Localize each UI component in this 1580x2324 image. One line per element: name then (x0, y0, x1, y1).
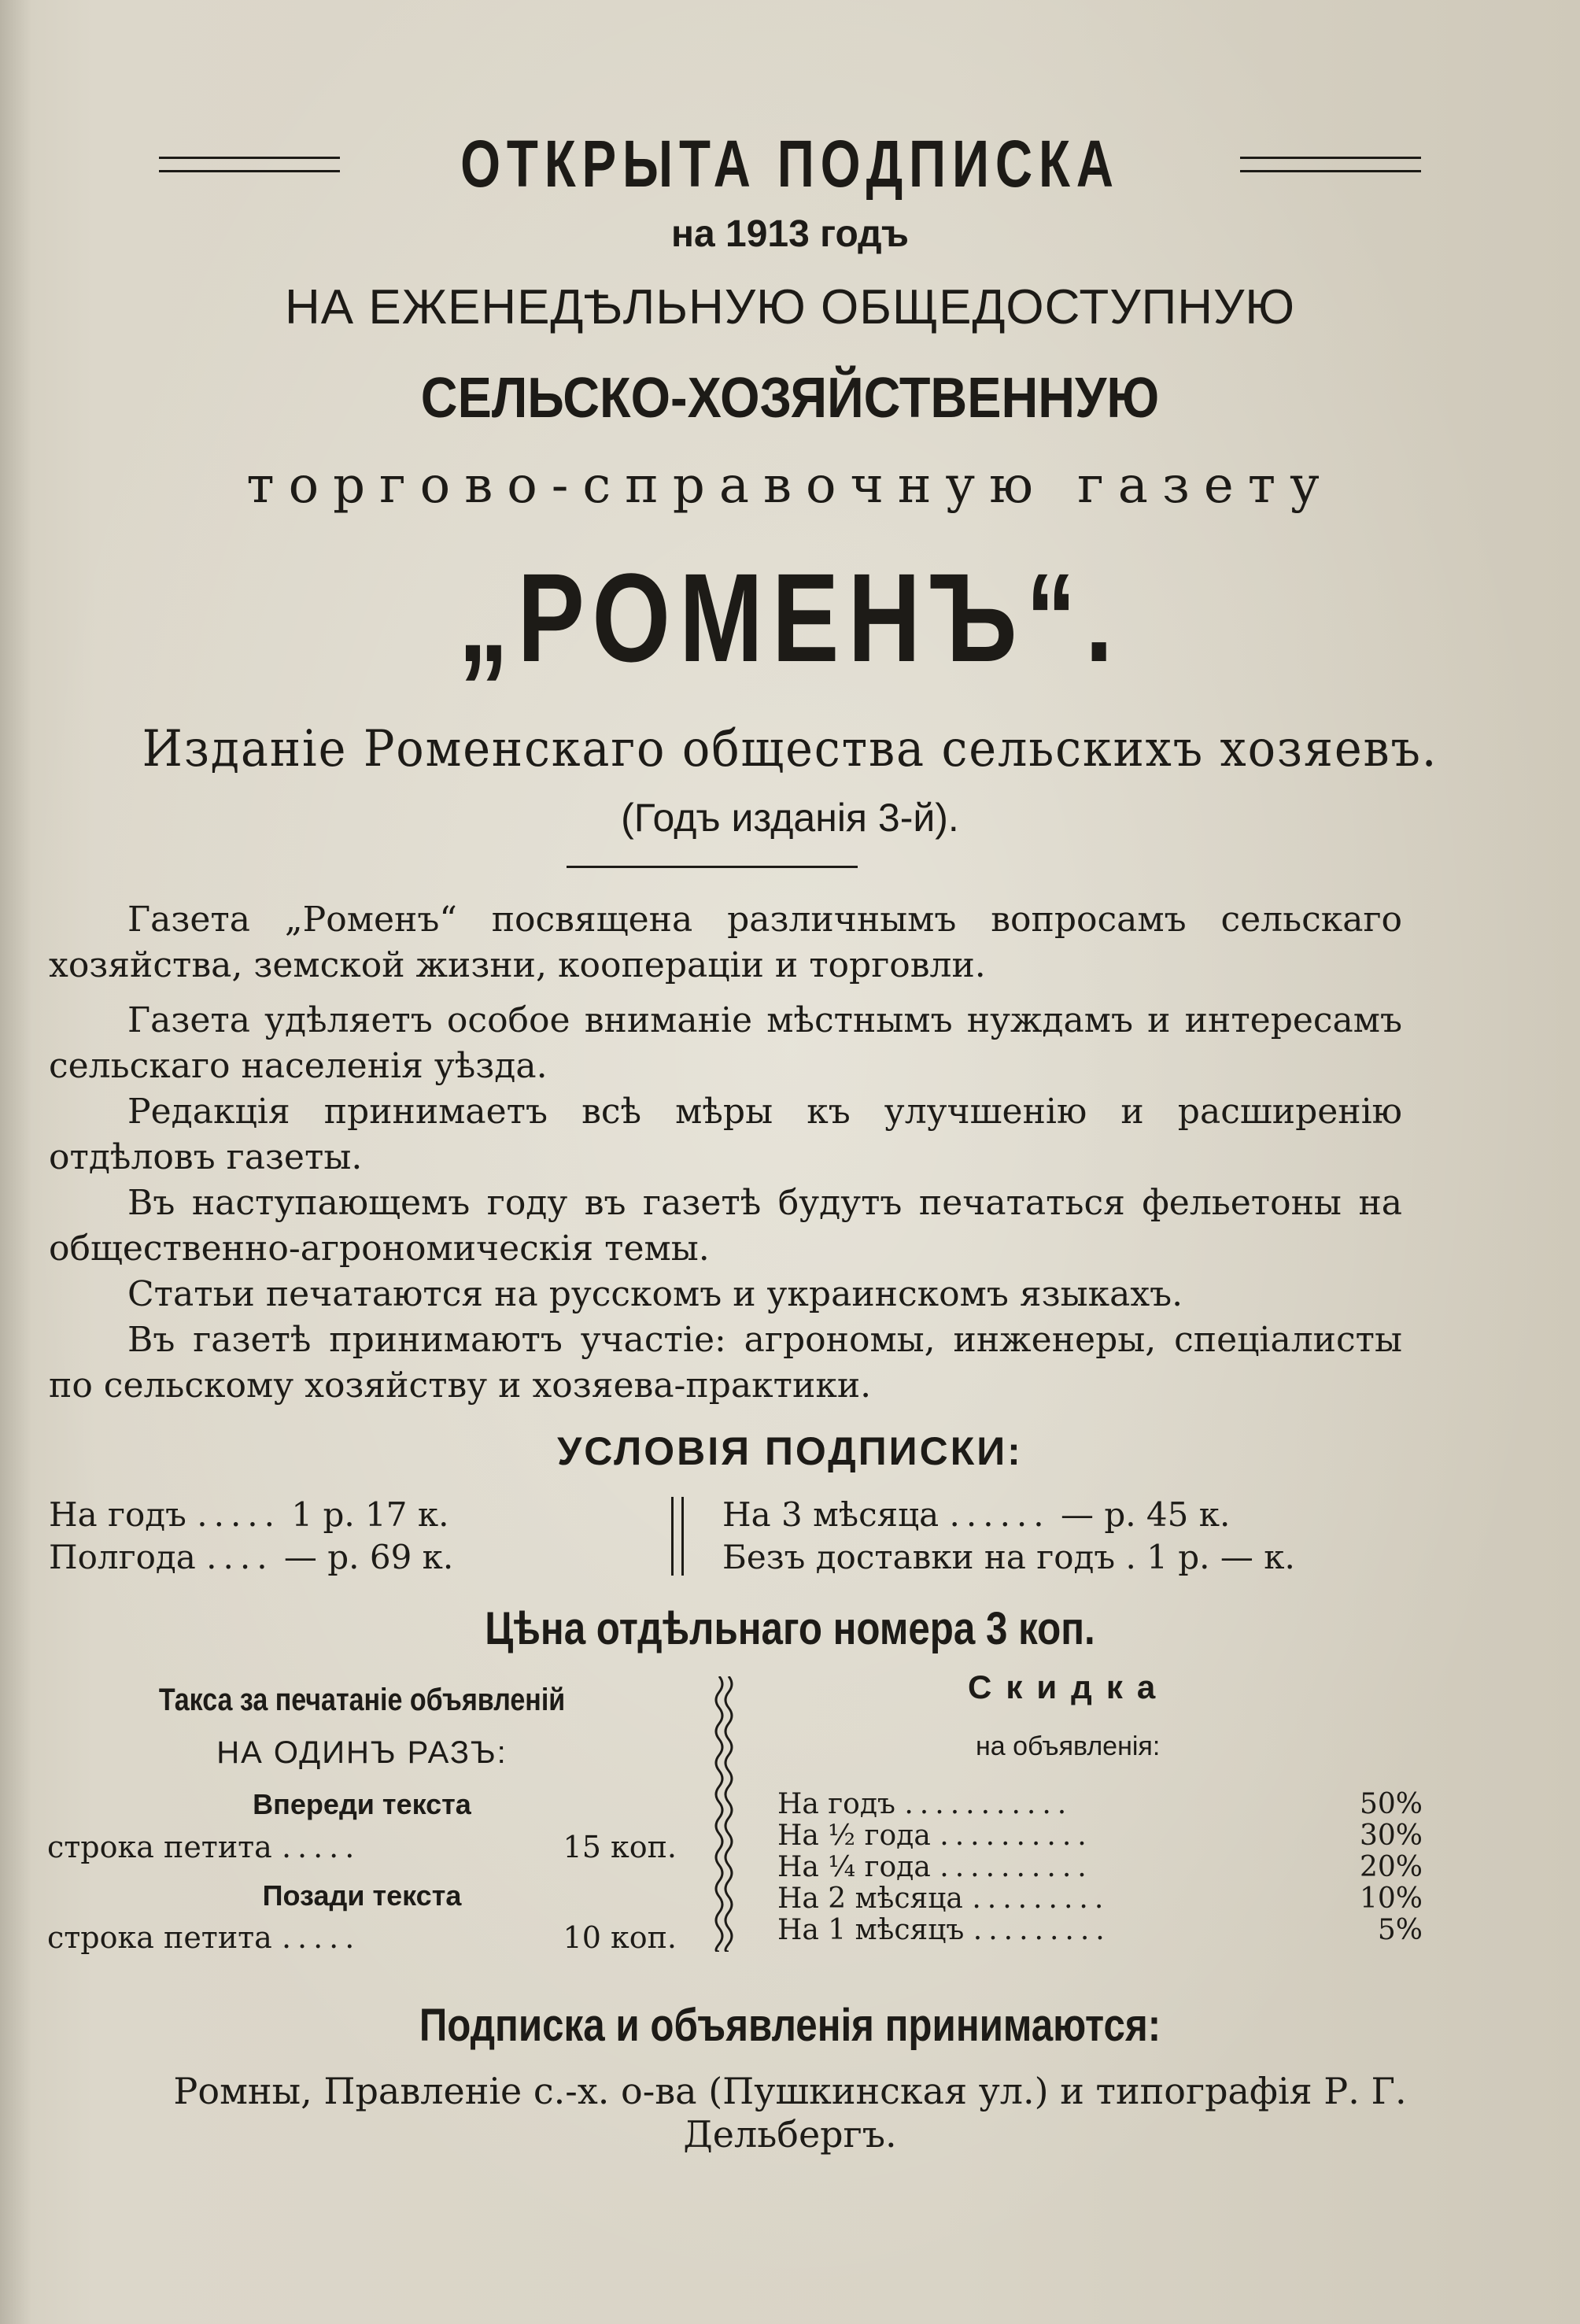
discount-row: На 2 мѣсяца ......... 10% (777, 1882, 1423, 1915)
year-line: на 1913 годъ (670, 213, 909, 255)
paragraph: Редакція принимаетъ всѣ мѣры къ улучшенію и расширенію отдѣловъ газеты. (49, 1092, 1402, 1177)
discount-row: На 1 мѣсяцъ ......... 5% (777, 1914, 1423, 1946)
discount-title: Скидка (968, 1668, 1170, 1705)
paragraph: Въ наступающемъ году въ газетѣ будутъ печататься фельетоны на общественно-агрономическія темы. (49, 1183, 1402, 1269)
discount-row: На ¼ года .......... 20% (777, 1851, 1423, 1883)
ads-front-title: Впереди текста (253, 1788, 471, 1820)
single-issue-price: Цѣна отдѣльнаго номера 3 коп. (485, 1603, 1095, 1654)
weekly-line: НА ЕЖЕНЕДѢЛЬНУЮ ОБЩЕДОСТУПНУЮ (285, 280, 1295, 334)
price-row: На годъ ..... 1 р. 17 к. (49, 1495, 449, 1534)
paragraph: Газета удѣляетъ особое вниманіе мѣстнымъ нуждамъ и интересамъ сельскаго населенія уѣзда. (49, 1000, 1402, 1086)
price-row: На 3 мѣсяца ...... — р. 45 к. (722, 1495, 1231, 1534)
publication-year: (Годъ изданія 3-й). (621, 796, 959, 840)
newspaper-title: „РОМЕНЪ“. (458, 547, 1122, 688)
price-row: Безъ доставки на годъ . 1 р. — к. (722, 1538, 1295, 1576)
trade-line: торгово-справочную газету (246, 456, 1334, 515)
paragraph: Газета „Роменъ“ посвящена различнымъ вопросамъ сельскаго хозяйства, земской жизни, коопераціи и торговли. (49, 900, 1402, 985)
publisher-line: Изданіе Роменскаго общества сельскихъ хозяевъ. (142, 720, 1438, 778)
ads-front-row: строка петита ..... 15 коп. (47, 1830, 677, 1864)
accept-title: Подписка и объявленія принимаются: (419, 2000, 1161, 2051)
ads-back-row: строка петита ..... 10 коп. (47, 1920, 677, 1955)
heading-rule-right (1240, 157, 1421, 172)
address-line-2: Дельбергъ. (683, 2113, 897, 2156)
conditions-title: УСЛОВІЯ ПОДПИСКИ: (557, 1429, 1023, 1473)
address-line-1: Ромны, Правленіе с.-х. о-ва (Пушкинская ул.) и типографія Р. Г. (173, 2070, 1407, 2112)
heading-text: ОТКРЫТА ПОДПИСКА (460, 127, 1120, 201)
paragraph: Статьи печатаются на русскомъ и украинскомъ языкахъ. (127, 1274, 1183, 1314)
discount-subtitle: на объявленія: (976, 1731, 1161, 1761)
wavy-divider (708, 1676, 740, 1952)
ads-back-title: Позади текста (262, 1879, 462, 1912)
discount-row: На ½ года .......... 30% (777, 1820, 1423, 1852)
price-row: Полгода .... — р. 69 к. (49, 1538, 454, 1576)
discount-row: На годъ ........... 50% (777, 1788, 1423, 1820)
ads-once: НА ОДИНЪ РАЗЪ: (216, 1735, 508, 1770)
ads-column (47, 0, 677, 2324)
ads-title: Такса за печатаніе объявленій (158, 1683, 566, 1717)
agri-line: СЕЛЬСКО-ХОЗЯЙСТВЕННУЮ (420, 367, 1160, 430)
paragraph: Въ газетѣ принимаютъ участіе: агрономы, инженеры, спеціалисты по сельскому хозяйству и хозяева-практики. (49, 1320, 1402, 1406)
